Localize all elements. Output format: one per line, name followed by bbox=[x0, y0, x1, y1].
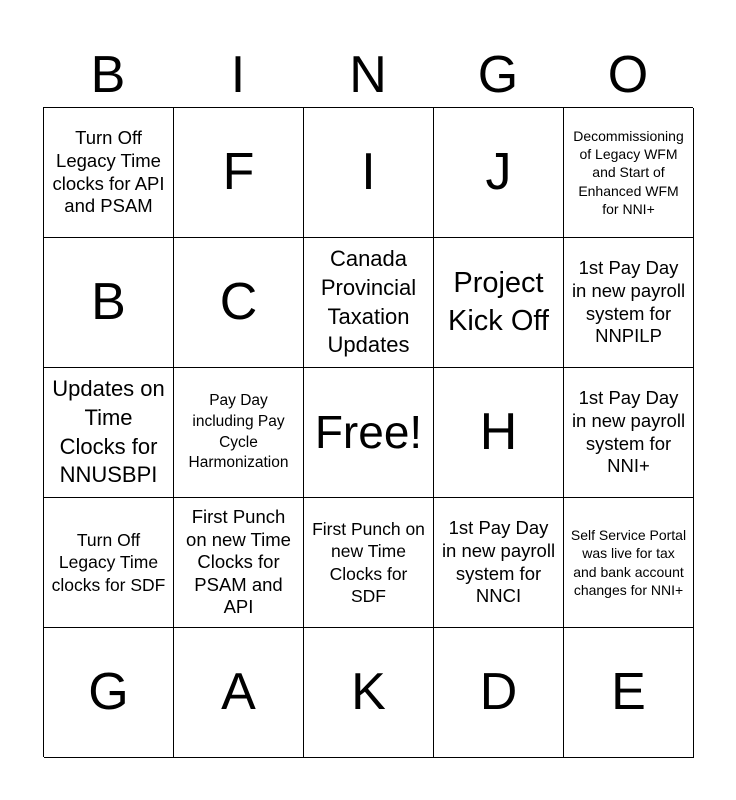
cell-text: A bbox=[221, 662, 256, 721]
bingo-cell-r3c2[interactable] bbox=[174, 368, 304, 498]
bingo-board bbox=[43, 107, 693, 757]
cell-text: K bbox=[351, 662, 386, 721]
header-letter-o: O bbox=[607, 46, 649, 104]
cell-text: I bbox=[361, 142, 376, 201]
cell-text: 1st Pay Day in new payroll system for NNCI bbox=[441, 517, 556, 607]
cell-text: G bbox=[88, 662, 129, 721]
header-letter-b: B bbox=[90, 46, 126, 104]
cell-text: E bbox=[611, 662, 646, 721]
header-letter-i: I bbox=[230, 46, 246, 104]
cell-text: D bbox=[479, 662, 518, 721]
cell-text: First Punch on new Time Clocks for PSAM and API bbox=[186, 506, 291, 618]
cell-text: J bbox=[485, 142, 512, 201]
cell-text: Self Service Portal was live for tax and bank account changes for NNI+ bbox=[570, 527, 687, 598]
bingo-cell-r2c3[interactable] bbox=[304, 238, 434, 368]
cell-text: Turn Off Legacy Time clocks for SDF bbox=[51, 530, 166, 595]
bingo-cell-r1c3[interactable] bbox=[304, 108, 434, 238]
cell-text: F bbox=[222, 142, 255, 201]
bingo-cell-r2c4[interactable] bbox=[434, 238, 564, 368]
bingo-cell-r1c4[interactable] bbox=[434, 108, 564, 238]
bingo-cell-r3c3-free[interactable] bbox=[304, 368, 434, 498]
cell-text: 1st Pay Day in new payroll system for NNI+ bbox=[571, 387, 686, 477]
bingo-cell-r1c2[interactable] bbox=[174, 108, 304, 238]
bingo-cell-r4c5[interactable] bbox=[564, 498, 694, 628]
bingo-cell-r1c5[interactable] bbox=[564, 108, 694, 238]
cell-text: Turn Off Legacy Time clocks for API and PSAM bbox=[52, 127, 165, 217]
cell-text: Canada Provincial Taxation Updates bbox=[320, 246, 417, 358]
cell-text: Pay Day including Pay Cycle Harmonization bbox=[188, 391, 289, 472]
bingo-cell-r5c2[interactable] bbox=[174, 628, 304, 758]
bingo-cell-r3c4[interactable] bbox=[434, 368, 564, 498]
bingo-cell-r4c1[interactable] bbox=[44, 498, 174, 628]
cell-text: B bbox=[91, 272, 126, 331]
header-letter-g: G bbox=[477, 46, 519, 104]
cell-text: Decommissioning of Legacy WFM and Start of Enhanced WFM for NNI+ bbox=[573, 128, 684, 217]
bingo-cell-r4c3[interactable] bbox=[304, 498, 434, 628]
cell-text: H bbox=[479, 402, 518, 461]
bingo-cell-r2c1[interactable] bbox=[44, 238, 174, 368]
cell-text: C bbox=[219, 272, 258, 331]
bingo-header bbox=[43, 44, 693, 106]
cell-text: Updates on Time Clocks for NNUSBPI bbox=[52, 376, 165, 488]
cell-text: First Punch on new Time Clocks for SDF bbox=[312, 519, 425, 606]
bingo-cell-r2c5[interactable] bbox=[564, 238, 694, 368]
cell-text: Project Kick Off bbox=[448, 266, 549, 337]
bingo-cell-r2c2[interactable] bbox=[174, 238, 304, 368]
bingo-cell-r5c3[interactable] bbox=[304, 628, 434, 758]
bingo-cell-r1c1[interactable] bbox=[44, 108, 174, 238]
cell-text: 1st Pay Day in new payroll system for NNPILP bbox=[571, 257, 686, 347]
header-letter-n: N bbox=[349, 46, 387, 104]
bingo-cell-r5c4[interactable] bbox=[434, 628, 564, 758]
bingo-cell-r3c5[interactable] bbox=[564, 368, 694, 498]
free-space-text: Free! bbox=[314, 406, 423, 459]
bingo-cell-r5c1[interactable] bbox=[44, 628, 174, 758]
bingo-cell-r4c2[interactable] bbox=[174, 498, 304, 628]
bingo-cell-r4c4[interactable] bbox=[434, 498, 564, 628]
bingo-cell-r5c5[interactable] bbox=[564, 628, 694, 758]
bingo-cell-r3c1[interactable] bbox=[44, 368, 174, 498]
